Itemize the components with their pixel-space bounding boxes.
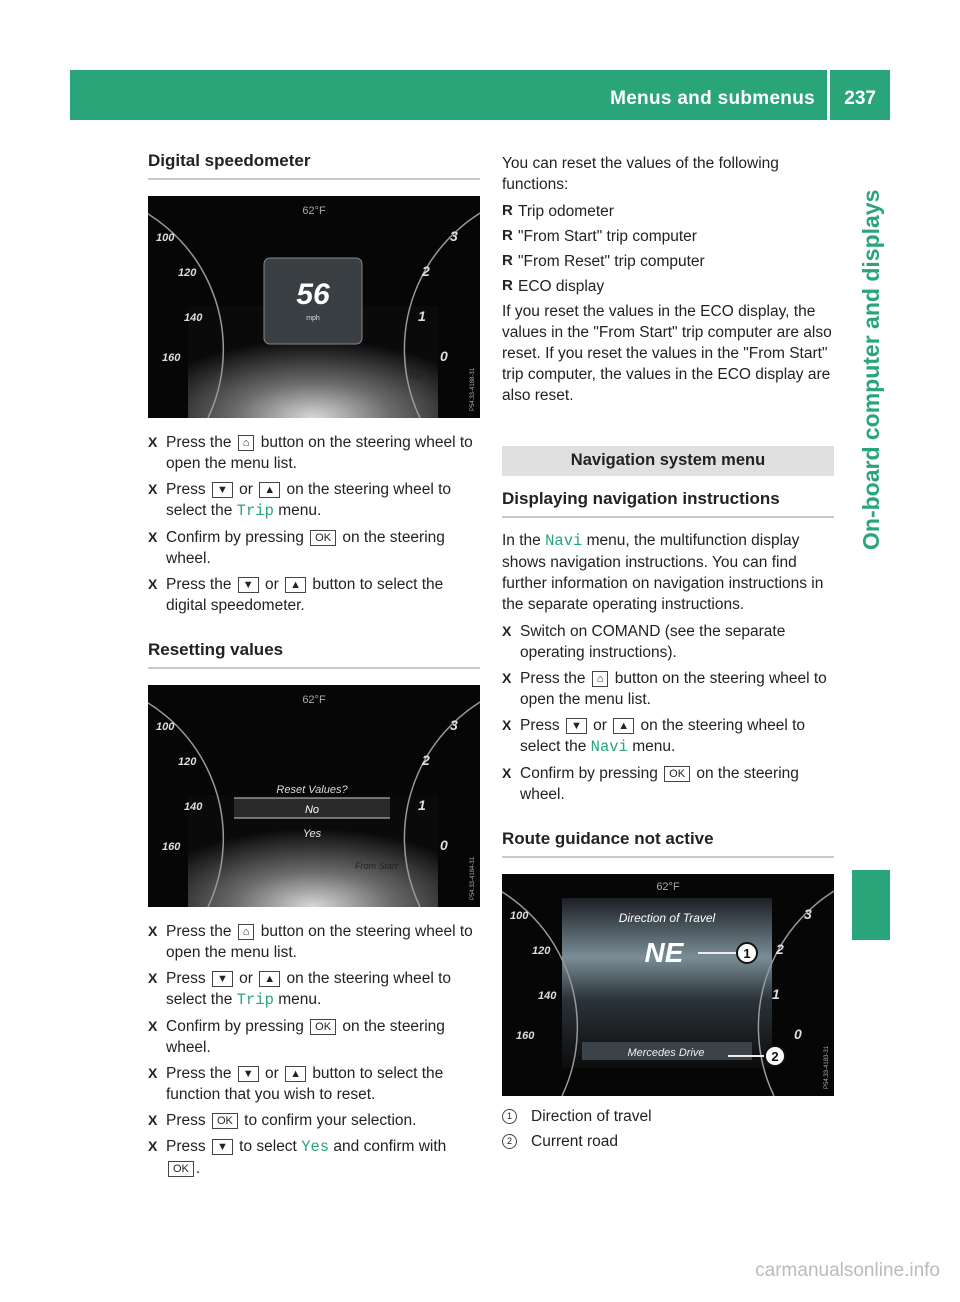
img3-tick: 100 bbox=[510, 910, 529, 922]
img3-rtick: 3 bbox=[804, 906, 812, 922]
watermark: carmanualsonline.info bbox=[755, 1260, 940, 1281]
side-tab-block bbox=[852, 870, 890, 940]
home-key-icon: ⌂ bbox=[592, 671, 609, 687]
bullet-item: R Trip odometer bbox=[502, 202, 614, 220]
img1-tick: 140 bbox=[184, 312, 203, 324]
img3-heading: Direction of Travel bbox=[618, 911, 716, 925]
img2-label: From Start bbox=[355, 861, 398, 871]
up-key-icon: ▲ bbox=[285, 1066, 306, 1082]
menu-name: Trip bbox=[236, 991, 274, 1009]
down-key-icon: ▼ bbox=[212, 482, 233, 498]
img1-speed: 56 bbox=[296, 278, 330, 311]
step: X Press the ⌂ button on the steering wheel to open the menu list. bbox=[148, 434, 473, 472]
ok-key-icon: OK bbox=[310, 530, 336, 546]
ok-key-icon: OK bbox=[310, 1019, 336, 1035]
side-tab-label: On-board computer and displays bbox=[858, 189, 884, 550]
steps-reset bbox=[148, 921, 480, 1179]
img2-no: No bbox=[304, 804, 320, 816]
callout-number: 1 bbox=[502, 1109, 517, 1124]
img1-temp: 62°F bbox=[302, 205, 326, 217]
step: X Press the ▼ or ▲ button to select the function that you wish to reset. bbox=[148, 1065, 444, 1103]
up-key-icon: ▲ bbox=[259, 971, 280, 987]
img3-rtick: 0 bbox=[794, 1026, 802, 1042]
img1-tick: 120 bbox=[178, 267, 197, 279]
img1-rtick: 3 bbox=[450, 228, 458, 244]
header-divider bbox=[827, 70, 830, 120]
img2-tick: 160 bbox=[162, 841, 181, 853]
step: X Press ▼ to select Yes and confirm with OK . bbox=[148, 1138, 447, 1177]
header-bar bbox=[70, 70, 890, 120]
bullet-item: R ECO display bbox=[502, 277, 605, 295]
step: X Press ▼ or ▲ on the steering wheel to select the Navi menu. bbox=[502, 717, 806, 756]
bullet-item: R "From Reset" trip computer bbox=[502, 252, 705, 270]
menu-name: Navi bbox=[590, 738, 628, 756]
img3-tick: 160 bbox=[516, 1030, 535, 1042]
callout-item: 2 Current road bbox=[502, 1131, 834, 1152]
img2-yes: Yes bbox=[302, 828, 322, 840]
down-key-icon: ▼ bbox=[212, 971, 233, 987]
img3-direction: NE bbox=[644, 937, 684, 968]
down-key-icon: ▼ bbox=[238, 1066, 259, 1082]
img1-tick: 100 bbox=[156, 232, 175, 244]
header-title: Menus and submenus bbox=[610, 88, 815, 109]
section-title-resetting-values: Resetting values bbox=[148, 639, 480, 669]
section-title-navigation-instructions: Displaying navigation instructions bbox=[502, 488, 834, 518]
callout-item: 1 Direction of travel bbox=[502, 1106, 834, 1127]
down-key-icon: ▼ bbox=[212, 1139, 233, 1155]
img1-code: P54.33-4188-31 bbox=[470, 367, 476, 411]
cluster-image-speedometer bbox=[148, 196, 480, 418]
section-title-route-guidance: Route guidance not active bbox=[502, 828, 834, 858]
img1-unit: mph bbox=[306, 315, 320, 322]
img1-tick: 160 bbox=[162, 352, 181, 364]
img3-tick: 120 bbox=[532, 945, 551, 957]
img2-tick: 100 bbox=[156, 721, 175, 733]
img2-tick: 120 bbox=[178, 756, 197, 768]
img2-rtick: 3 bbox=[450, 717, 458, 733]
img1-rtick: 1 bbox=[418, 308, 426, 324]
img1-label: Trip bbox=[408, 371, 423, 381]
img2-rtick: 2 bbox=[422, 752, 430, 768]
step: X Switch on COMAND (see the separate operating instructions). bbox=[502, 623, 786, 661]
nav-intro: In the Navi menu, the multifunction display shows navigation instructions. You can find further information on navigation instructions in the separate operating instructions. bbox=[502, 532, 824, 613]
img3-tick: 140 bbox=[538, 990, 557, 1002]
section-head-navigation: Navigation system menu bbox=[502, 446, 834, 476]
right-column bbox=[502, 153, 834, 1156]
option-name: Yes bbox=[301, 1138, 330, 1156]
img2-rtick: 1 bbox=[418, 797, 426, 813]
section-title-digital-speedometer: Digital speedometer bbox=[148, 150, 480, 180]
step: X Press the ⌂ button on the steering wheel to open the menu list. bbox=[148, 923, 473, 961]
ok-key-icon: OK bbox=[664, 766, 690, 782]
img2-question: Reset Values? bbox=[276, 784, 348, 796]
bullet-item: R "From Start" trip computer bbox=[502, 227, 697, 245]
page-number: 237 bbox=[844, 88, 876, 109]
img3-callout-2: 2 bbox=[771, 1049, 779, 1064]
step: X Press OK to confirm your selection. bbox=[148, 1112, 417, 1129]
steps-speedometer bbox=[148, 432, 480, 616]
menu-name: Navi bbox=[545, 532, 583, 550]
ok-key-icon: OK bbox=[168, 1161, 194, 1177]
down-key-icon: ▼ bbox=[238, 577, 259, 593]
step: X Confirm by pressing OK on the steering wheel. bbox=[502, 765, 799, 803]
img3-rtick: 2 bbox=[776, 941, 784, 957]
home-key-icon: ⌂ bbox=[238, 435, 255, 451]
menu-name: Trip bbox=[236, 502, 274, 520]
img2-temp: 62°F bbox=[302, 694, 326, 706]
cluster-image-navigation bbox=[502, 874, 834, 1096]
step: X Confirm by pressing OK on the steering wheel. bbox=[148, 529, 445, 567]
left-column bbox=[148, 150, 480, 1184]
reset-note: If you reset the values in the ECO display, the values in the "From Start" trip computer are also reset. If you reset the values in the "From Start" trip computer, the values in the ECO display are also reset. bbox=[502, 303, 832, 404]
step: X Press ▼ or ▲ on the steering wheel to select the Trip menu. bbox=[148, 481, 452, 520]
img3-temp: 62°F bbox=[656, 881, 680, 893]
step: X Confirm by pressing OK on the steering wheel. bbox=[148, 1018, 445, 1056]
img1-rtick: 2 bbox=[422, 263, 430, 279]
img2-tick: 140 bbox=[184, 801, 203, 813]
step: X Press the ⌂ button on the steering wheel to open the menu list. bbox=[502, 670, 827, 708]
callout-number: 2 bbox=[502, 1134, 517, 1149]
step: X Press the ▼ or ▲ button to select the digital speedometer. bbox=[148, 576, 444, 614]
up-key-icon: ▲ bbox=[285, 577, 306, 593]
up-key-icon: ▲ bbox=[613, 718, 634, 734]
img3-code: P54.33-4183-31 bbox=[824, 1045, 830, 1089]
img2-rtick: 0 bbox=[440, 837, 448, 853]
home-key-icon: ⌂ bbox=[238, 924, 255, 940]
step: X Press ▼ or ▲ on the steering wheel to select the Trip menu. bbox=[148, 970, 452, 1009]
img1-rtick: 0 bbox=[440, 348, 448, 364]
img3-callout-1: 1 bbox=[743, 946, 751, 961]
cluster-image-reset bbox=[148, 685, 480, 907]
img2-code: P54.33-4184-31 bbox=[470, 856, 476, 900]
reset-intro: You can reset the values of the following functions: bbox=[502, 155, 779, 193]
ok-key-icon: OK bbox=[212, 1113, 238, 1129]
up-key-icon: ▲ bbox=[259, 482, 280, 498]
img3-road: Mercedes Drive bbox=[627, 1047, 705, 1059]
img3-rtick: 1 bbox=[772, 986, 780, 1002]
steps-navigation bbox=[502, 621, 834, 805]
down-key-icon: ▼ bbox=[566, 718, 587, 734]
